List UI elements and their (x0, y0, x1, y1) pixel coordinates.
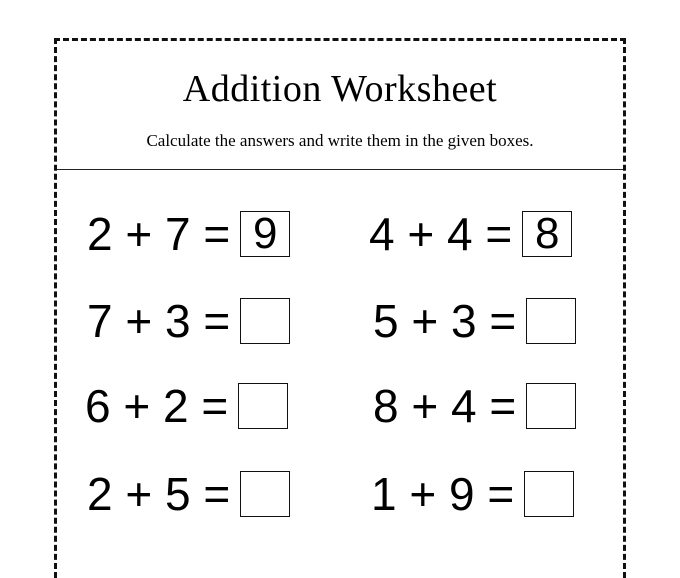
problem-expression: 5 + 3 = (373, 295, 517, 347)
worksheet-instructions: Calculate the answers and write them in the given boxes. (146, 131, 534, 150)
problem-expression: 2 + 7 = (87, 208, 231, 260)
problem-item (373, 379, 576, 433)
problem-item (87, 294, 290, 348)
answer-box[interactable]: 8 (522, 211, 572, 257)
problem-item (371, 467, 574, 521)
problem-expression: 6 + 2 = (85, 380, 229, 432)
problem-expression: 8 + 4 = (373, 380, 517, 432)
answer-box[interactable] (524, 471, 574, 517)
answer-box[interactable] (238, 383, 288, 429)
problem-item (85, 379, 288, 433)
problem-item (87, 207, 290, 261)
problem-expression: 1 + 9 = (371, 468, 515, 520)
problem-expression: 7 + 3 = (87, 295, 231, 347)
answer-box[interactable] (240, 298, 290, 344)
header-divider (57, 169, 623, 170)
worksheet-sheet (54, 38, 626, 578)
problem-expression: 2 + 5 = (87, 468, 231, 520)
answer-box[interactable] (240, 471, 290, 517)
problem-item (373, 294, 576, 348)
answer-box[interactable] (526, 298, 576, 344)
problem-expression: 4 + 4 = (369, 208, 513, 260)
problem-item (369, 207, 572, 261)
answer-box[interactable]: 9 (240, 211, 290, 257)
worksheet-title: Addition Worksheet (182, 68, 498, 110)
problem-item (87, 467, 290, 521)
answer-box[interactable] (526, 383, 576, 429)
